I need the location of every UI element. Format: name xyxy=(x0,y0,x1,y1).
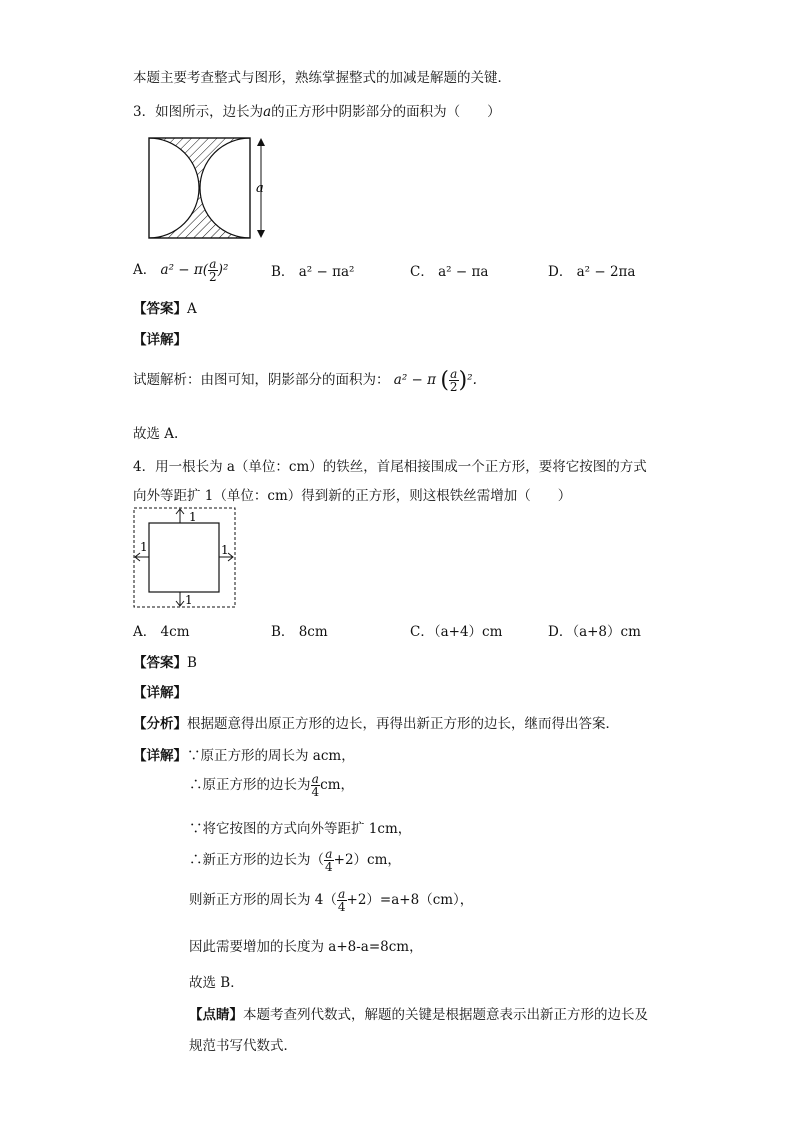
q4-stem-line1: 4．用一根长为 a（单位：cm）的铁丝，首尾相接围成一个正方形，要将它按图的方式 xyxy=(133,459,647,475)
q3-option-b: B． a² − πa² xyxy=(271,264,355,280)
q3-stem-pre: 3．如图所示，边长为 xyxy=(133,104,264,120)
q4-label-left: 1 xyxy=(140,540,148,554)
q3-stem xyxy=(133,100,501,120)
q4-step3: ∵将它按图的方式向外等距扩 1cm， xyxy=(189,821,412,837)
q3-option-c: C． a² − πa xyxy=(410,264,489,280)
q4-comment: 【点睛】本题考查列代数式，解题的关键是根据题意表示出新正方形的边长及 xyxy=(189,1007,648,1023)
q4-label-right: 1 xyxy=(221,543,229,557)
q4-step5: 则新正方形的周长为 4（ $\frac{a}{4}$ +2）=a+8（cm）， xyxy=(189,887,474,914)
q3-figure-label: a xyxy=(256,181,264,196)
q3-detail-tag: 【详解】 xyxy=(133,332,187,348)
q3-option-d: D． a² − 2πa xyxy=(548,264,636,280)
q4-comment-line2: 规范书写代数式． xyxy=(189,1038,297,1054)
q4-figure xyxy=(133,507,237,609)
q3-stem-post: 的正方形中阴影部分的面积为（ ） xyxy=(271,104,501,120)
intro-line: 本题主要考查整式与图形，熟练掌握整式的加减是解题的关键． xyxy=(133,70,511,86)
q4-step1: 【详解】∵原正方形的周长为 acm， xyxy=(133,748,355,764)
q3-answer: 【答案】A xyxy=(133,301,197,317)
q3-option-a: A． a² − π( $\frac{a}{2}$ )² xyxy=(133,257,229,284)
q4-step2: ∴原正方形的边长为 $\frac{a}{4}$ cm， xyxy=(189,772,355,799)
q3-figure xyxy=(140,130,280,245)
q4-option-d: D．（a+8）cm xyxy=(548,624,641,640)
q3-conclusion: 故选 A. xyxy=(133,426,179,442)
q4-label-bottom: 1 xyxy=(185,593,193,607)
q4-option-a: A． 4cm xyxy=(133,624,190,640)
q3-solution: 试题解析：由图可知，阴影部分的面积为： a² − π ( $\frac{a}{2}$ )². xyxy=(133,367,477,394)
q4-step6: 因此需要增加的长度为 a+8-a=8cm， xyxy=(189,939,423,955)
q4-analysis: 【分析】根据题意得出原正方形的边长，再得出新正方形的边长，继而得出答案． xyxy=(133,716,619,732)
q3-stem-var: a xyxy=(263,104,272,120)
q4-option-b: B． 8cm xyxy=(271,624,328,640)
q4-step4: ∴新正方形的边长为（ $\frac{a}{4}$ +2）cm， xyxy=(189,847,401,874)
q4-label-top: 1 xyxy=(189,510,197,524)
q4-option-c: C．（a+4）cm xyxy=(410,624,503,640)
q4-stem-line2: 向外等距扩 1（单位：cm）得到新的正方形，则这根铁丝需增加（ ） xyxy=(133,488,572,504)
q4-answer: 【答案】B xyxy=(133,655,197,671)
q4-detail-tag: 【详解】 xyxy=(133,685,187,701)
q4-step7: 故选 B． xyxy=(189,975,244,991)
